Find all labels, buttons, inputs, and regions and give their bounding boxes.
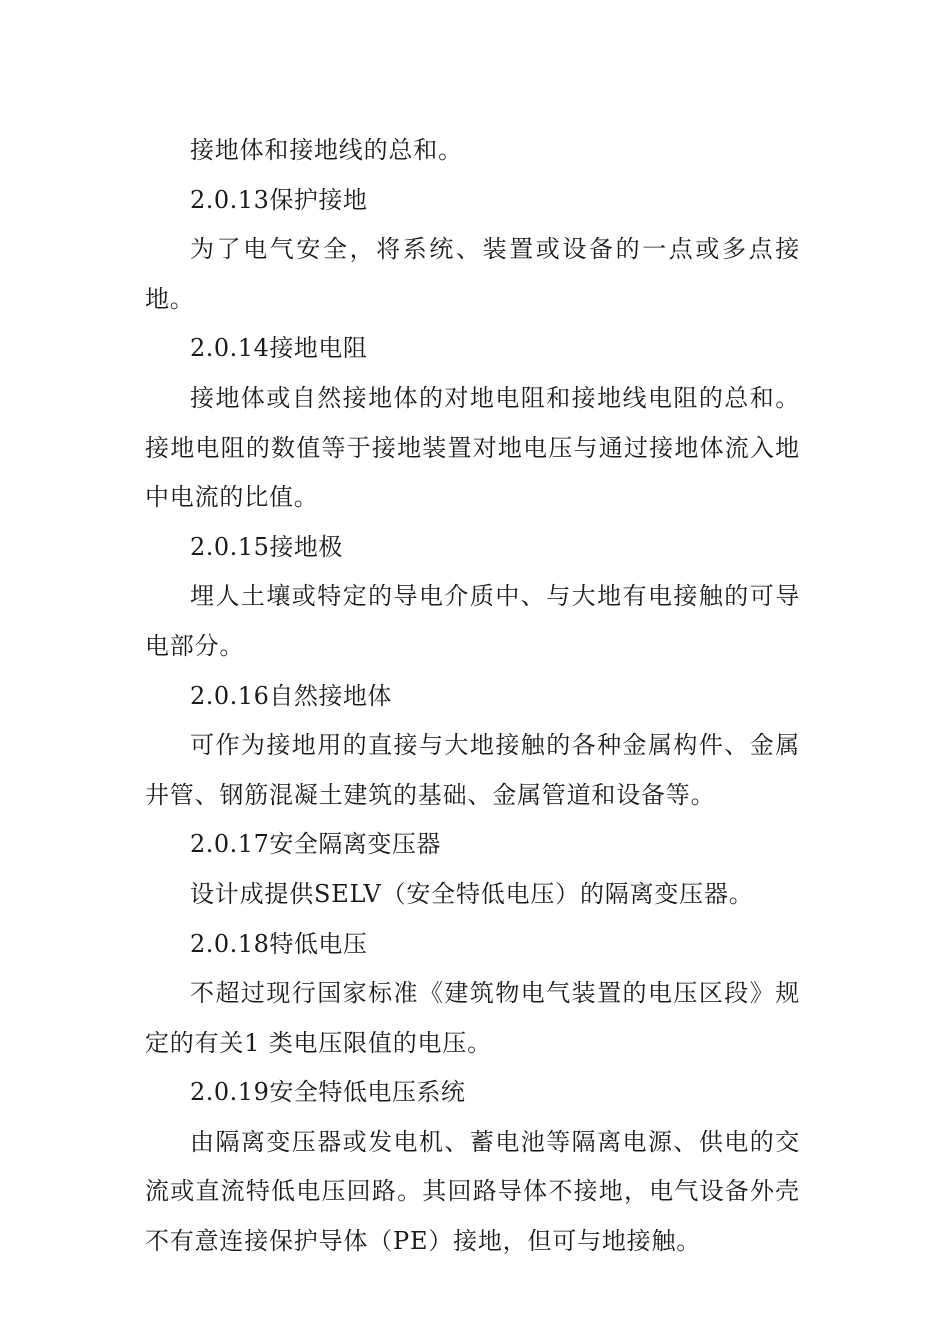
heading-2-0-15: 2.0.15接地极 xyxy=(190,532,343,561)
heading-2-0-19: 2.0.19安全特低电压系统 xyxy=(190,1078,466,1107)
paragraph-grounding-resistance: 接地体或自然接地体的对地电阻和接地线电阻的总和。接地电阻的数值等于接地装置对地电压与通过接地体流入地中电流的比值。 xyxy=(145,383,800,512)
paragraph-grounding-sum: 接地体和接地线的总和。 xyxy=(190,136,463,164)
document-body xyxy=(145,126,800,1267)
paragraph-extra-low-voltage: 不超过现行国家标准《建筑物电气装置的电压区段》规定的有关1 类电压限值的电压。 xyxy=(145,979,800,1057)
heading-2-0-14: 2.0.14接地电阻 xyxy=(190,334,368,363)
paragraph-selv-system: 由隔离变压器或发电机、蓄电池等隔离电源、供电的交流或直流特低电压回路。其回路导体不接地，电气设备外壳不有意连接保护导体（PE）接地，但可与地接触。 xyxy=(145,1127,800,1256)
heading-2-0-13: 2.0.13保护接地 xyxy=(190,185,368,214)
paragraph-safety-isolating-transformer: 设计成提供SELV（安全特低电压）的隔离变压器。 xyxy=(190,879,754,908)
heading-2-0-18: 2.0.18特低电压 xyxy=(190,929,368,958)
paragraph-protective-earthing: 为了电气安全，将系统、装置或设备的一点或多点接地。 xyxy=(145,235,800,313)
paragraph-earth-electrode: 埋人土壤或特定的导电介质中、与大地有电接触的可导电部分。 xyxy=(145,582,800,660)
heading-2-0-17: 2.0.17安全隔离变压器 xyxy=(190,830,441,859)
heading-2-0-16: 2.0.16自然接地体 xyxy=(190,681,392,710)
paragraph-natural-earth-electrode: 可作为接地用的直接与大地接触的各种金属构件、金属井管、钢筋混凝土建筑的基础、金属管道和设备等。 xyxy=(145,731,800,809)
